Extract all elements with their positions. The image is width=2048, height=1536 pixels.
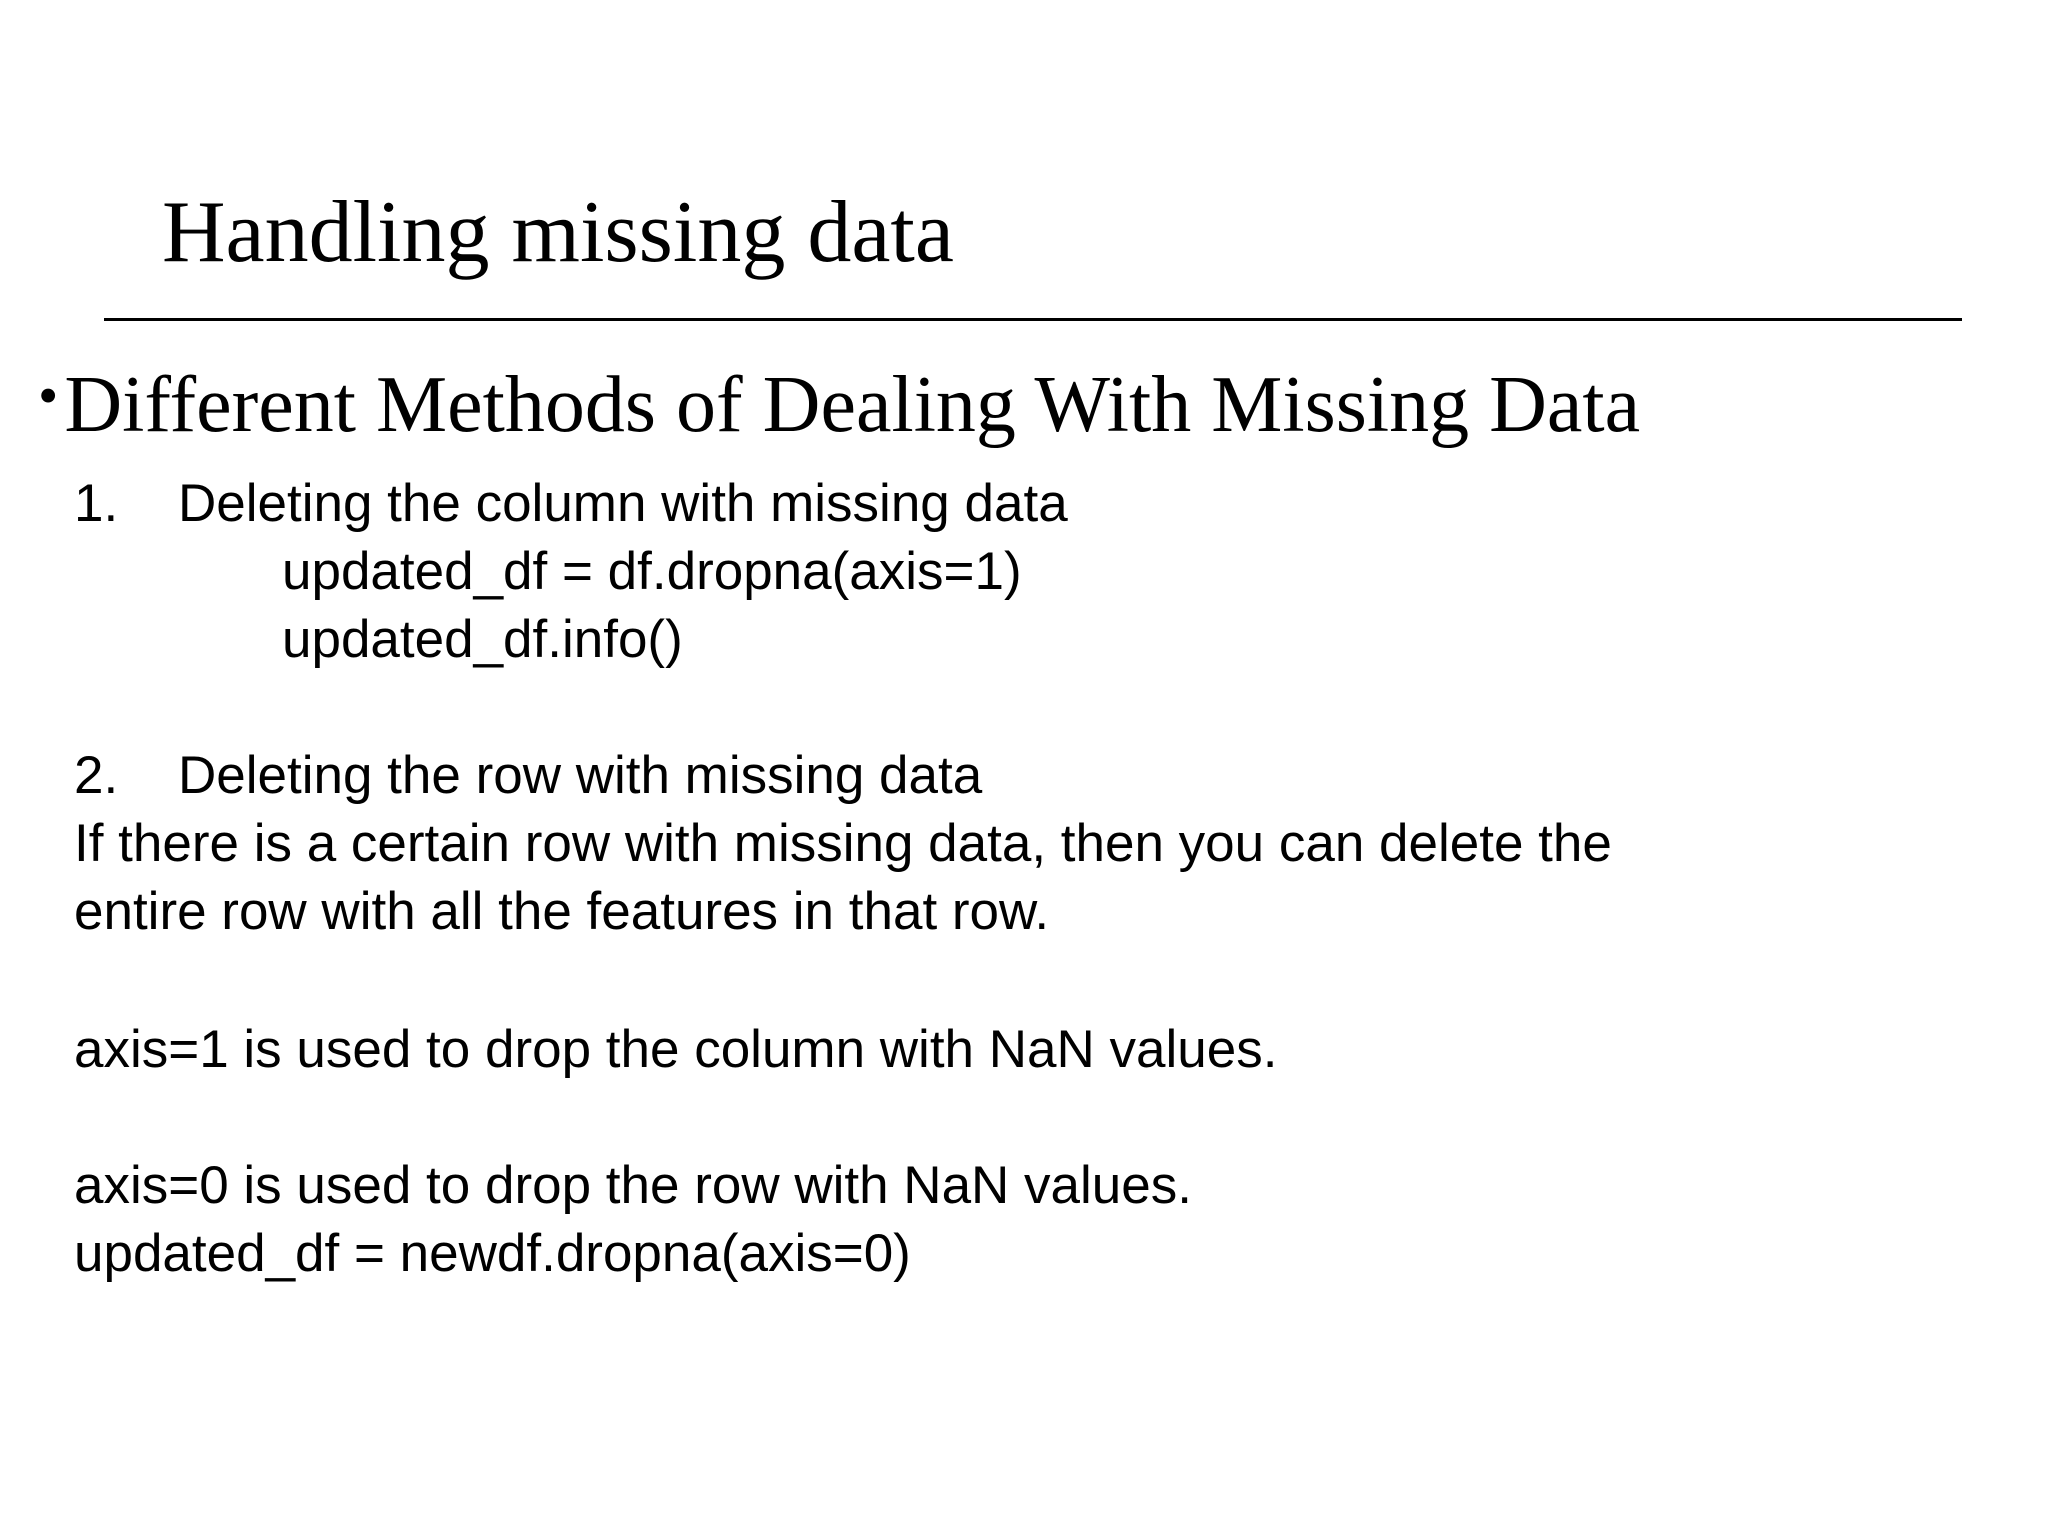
code-line-info: updated_df.info() xyxy=(282,610,683,669)
description-line-1: If there is a certain row with missing data, then you can delete the xyxy=(74,814,1612,873)
bullet-icon: • xyxy=(38,363,59,428)
list-number-2: 2. xyxy=(74,746,119,805)
list-text-1: Deleting the column with missing data xyxy=(178,474,1068,533)
note-axis0: axis=0 is used to drop the row with NaN values. xyxy=(74,1156,1192,1215)
heading-text: Different Methods of Dealing With Missing Data xyxy=(64,361,1641,449)
list-item-2 xyxy=(74,742,982,810)
code-line-dropna-axis1: updated_df = df.dropna(axis=1) xyxy=(282,542,1022,601)
bullet-heading xyxy=(38,346,1640,455)
note-axis1: axis=1 is used to drop the column with NaN values. xyxy=(74,1020,1278,1079)
list-number-1: 1. xyxy=(74,474,119,533)
slide-title: Handling missing data xyxy=(162,184,954,281)
title-divider xyxy=(104,318,1962,321)
list-text-2: Deleting the row with missing data xyxy=(178,746,983,805)
list-item-1 xyxy=(74,470,1068,538)
description-line-2: entire row with all the features in that row. xyxy=(74,882,1050,941)
code-line-dropna-axis0: updated_df = newdf.dropna(axis=0) xyxy=(74,1224,911,1283)
